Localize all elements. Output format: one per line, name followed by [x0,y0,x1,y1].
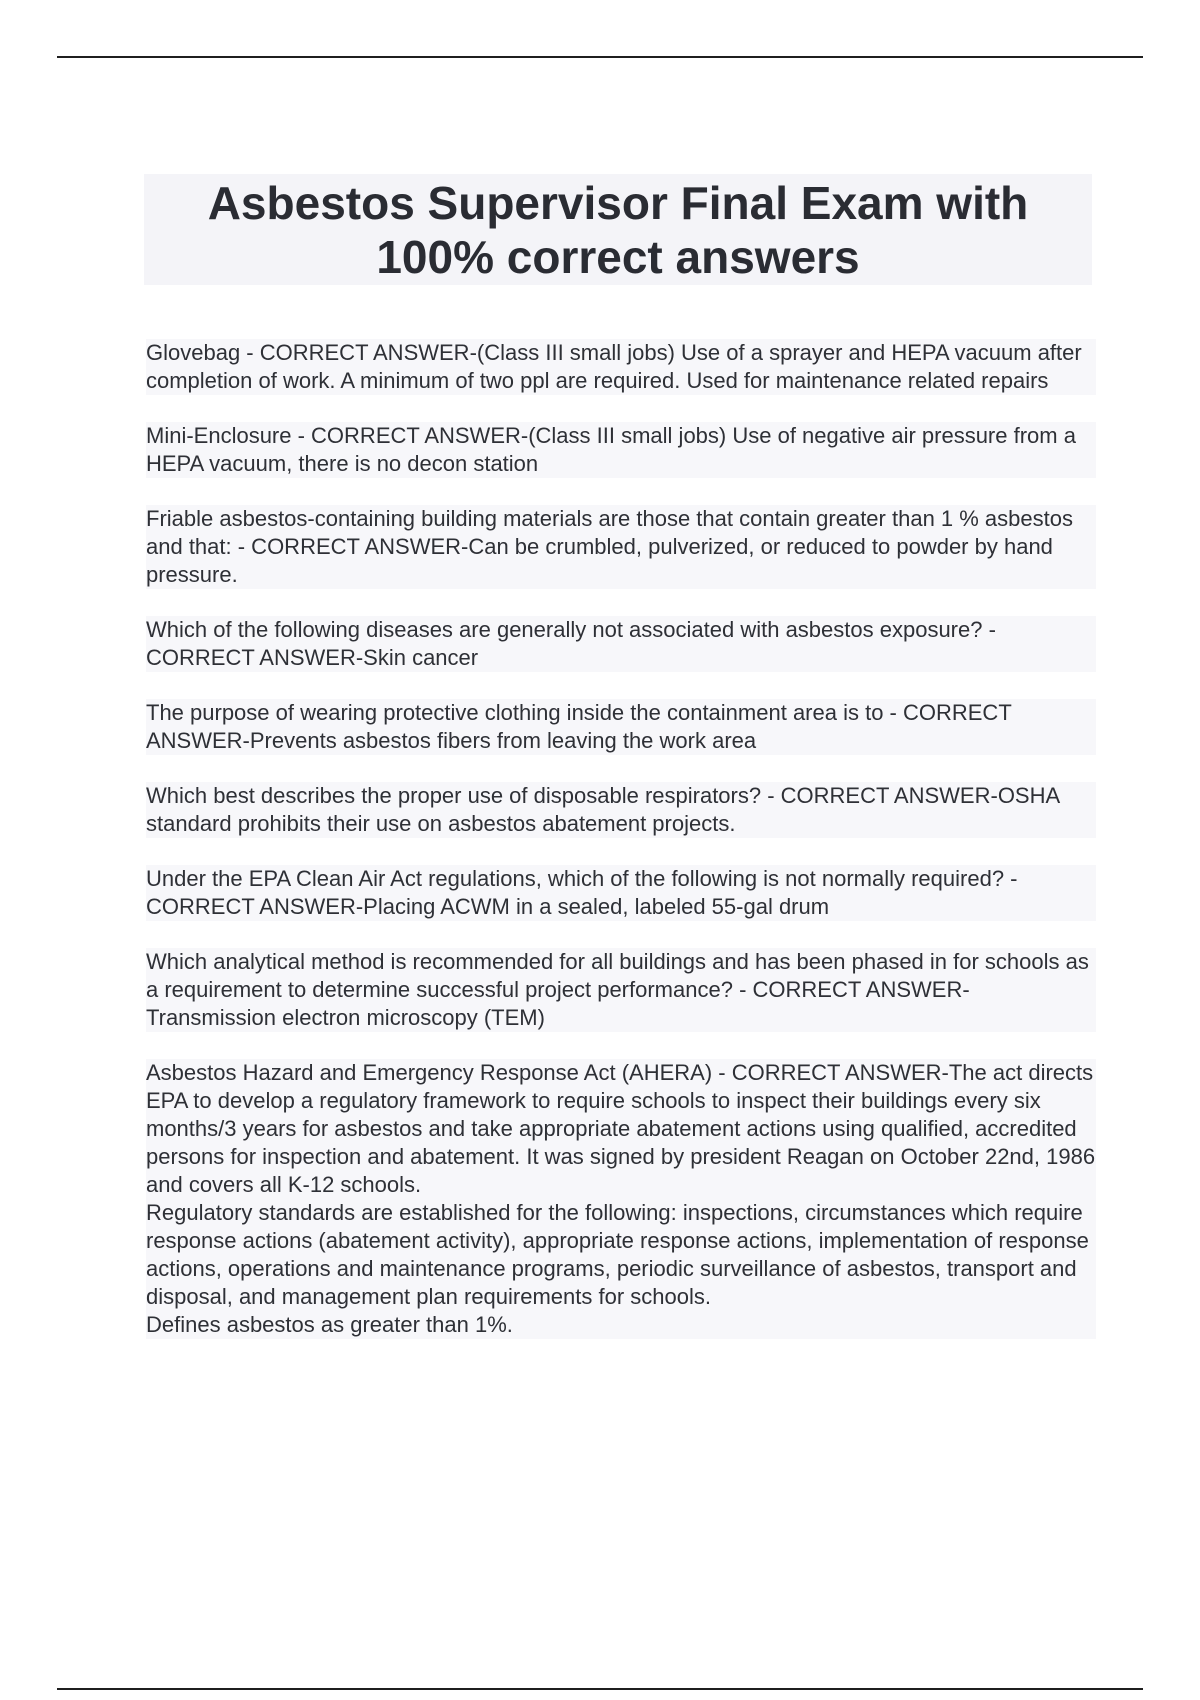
header-rule [57,56,1143,58]
title-banner [144,174,1092,285]
document-title: Asbestos Supervisor Final Exam with 100% correct answers [207,176,1029,283]
qa-item [146,948,1096,1032]
qa-item [146,422,1096,478]
document-body [146,339,1096,1366]
qa-item [146,616,1096,672]
qa-text: Asbestos Hazard and Emergency Response Act (AHERA) - CORRECT ANSWER-The act directs EPA to develop a regulatory framework to require schools to inspect their buildings every six months/3 years for asbestos and take appropriate abatement actions using qualified, accredited persons for inspection and abatement. It was signed by president Reagan on October 22nd, 1986 and covers all K-12 schools. [146,1060,1096,1197]
qa-text: The purpose of wearing protective clothing inside the containment area is to - CORRECT ANSWER-Prevents asbestos fibers from leaving the work area [146,699,1096,755]
qa-text: Which best describes the proper use of disposable respirators? - CORRECT ANSWER-OSHA standard prohibits their use on asbestos abatement projects. [146,782,1096,838]
qa-text: Friable asbestos-containing building materials are those that contain greater than 1 % asbestos and that: - CORRECT ANSWER-Can be crumbled, pulverized, or reduced to powder by hand pressure. [146,505,1096,589]
qa-continuation: Regulatory standards are established for the following: inspections, circumstances which require response actions (abatement activity), appropriate response actions, implementation of response actions, operations and maintenance programs, periodic surveillance of asbestos, transport and disposal, and management plan requirements for schools. [146,1199,1096,1311]
qa-item [146,699,1096,755]
qa-item [146,782,1096,838]
qa-text: Mini-Enclosure - CORRECT ANSWER-(Class III small jobs) Use of negative air pressure from a HEPA vacuum, there is no decon station [146,422,1096,478]
qa-item [146,339,1096,395]
qa-text: Glovebag - CORRECT ANSWER-(Class III small jobs) Use of a sprayer and HEPA vacuum after completion of work. A minimum of two ppl are required. Used for maintenance related repairs [146,339,1096,395]
qa-text: Under the EPA Clean Air Act regulations, which of the following is not normally required? - CORRECT ANSWER-Placing ACWM in a sealed, labeled 55-gal drum [146,865,1096,921]
qa-text: Which analytical method is recommended for all buildings and has been phased in for schools as a requirement to determine successful project performance? - CORRECT ANSWER-Transmission electron microscopy (TEM) [146,948,1096,1032]
qa-continuation: Defines asbestos as greater than 1%. [146,1311,1096,1339]
qa-item-ahera [146,1059,1096,1339]
qa-item [146,505,1096,589]
footer-rule [57,1688,1143,1690]
qa-item [146,865,1096,921]
qa-text: Which of the following diseases are generally not associated with asbestos exposure? - CORRECT ANSWER-Skin cancer [146,616,1096,672]
